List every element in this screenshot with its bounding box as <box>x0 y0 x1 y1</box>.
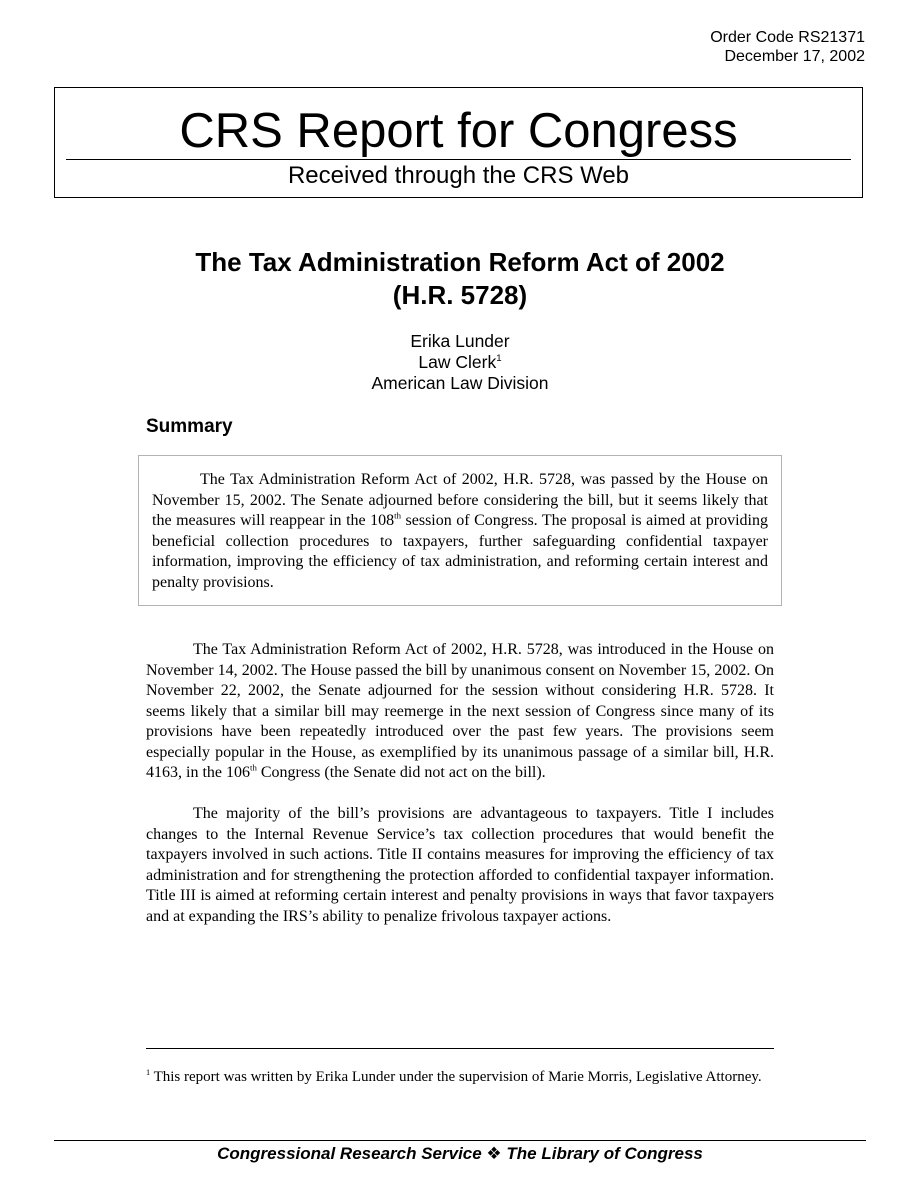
footnote-ref[interactable]: 1 <box>496 353 502 365</box>
order-code: Order Code RS21371 <box>710 29 865 46</box>
body-paragraph-1: The Tax Administration Reform Act of 2002, H.R. 5728, was introduced in the House on November 14, 2002. The House passed the bill by unanimous consent on November 15, 2002. On November 22, 2002, the Senate adjourned for the session without considering H.R. 5728. It seems likely that a similar bill may reemerge in the next session of Congress since many of its provisions have been repeatedly introduced over the past few years. The provisions seem especially popular in the House, as exemplified by its unanimous passage of a similar bill, H.R. 4163, in the 106th Congress (the Senate did not act on the bill). <box>146 641 774 781</box>
report-banner <box>54 87 863 198</box>
document-title <box>60 246 860 312</box>
summary-text: The Tax Administration Reform Act of 2002, H.R. 5728, was passed by the House on November 15, 2002. The Senate adjourned before considering the bill, but it seems likely that the measures will reappear in the 108th session of Congress. The proposal is aimed at providing beneficial collection procedures to taxpayers, further safeguarding confidential taxpayer information, improving the efficiency of tax administration, and reforming certain interest and penalty provisions. <box>152 471 769 591</box>
summary-heading: Summary <box>146 416 233 437</box>
footer-divider <box>54 1140 866 1141</box>
banner-subtitle: Received through the CRS Web <box>287 162 630 189</box>
title-line-1: The Tax Administration Reform Act of 2002 <box>195 247 725 277</box>
author-block <box>60 331 860 394</box>
footer-right: The Library of Congress <box>506 1144 703 1163</box>
banner-divider <box>66 159 851 160</box>
diamond-icon: ❖ <box>481 1144 507 1163</box>
author-division: American Law Division <box>371 373 549 393</box>
body-text <box>146 640 774 927</box>
author-role: Law Clerk <box>418 352 497 372</box>
body-paragraph-2: The majority of the bill’s provisions are advantageous to taxpayers. Title I includes changes to the Internal Revenue Service’s tax collection procedures that would benefit the taxpayers involved in such actions. Title II contains measures for improving the efficiency of tax administration and for strengthening the protection afforded to confidential taxpayer information. Title III is aimed at reforming certain interest and penalty provisions in ways that favor taxpayers and at expanding the IRS’s ability to penalize frivolous taxpayer actions. <box>146 805 774 925</box>
order-info <box>710 28 865 66</box>
summary-box <box>138 455 782 606</box>
footnote-text: This report was written by Erika Lunder under the supervision of Marie Morris, Legislative Attorney. <box>150 1069 762 1085</box>
footnote-divider <box>146 1048 774 1049</box>
footer-left: Congressional Research Service <box>217 1144 482 1163</box>
page-footer <box>54 1144 866 1164</box>
footnote <box>146 1068 774 1087</box>
banner-title: CRS Report for Congress <box>179 104 738 158</box>
title-line-2: (H.R. 5728) <box>392 280 528 310</box>
author-name: Erika Lunder <box>410 331 510 351</box>
report-date: December 17, 2002 <box>724 48 865 65</box>
footnote-mark: 1 <box>146 1068 151 1077</box>
author-role-line <box>60 352 860 373</box>
